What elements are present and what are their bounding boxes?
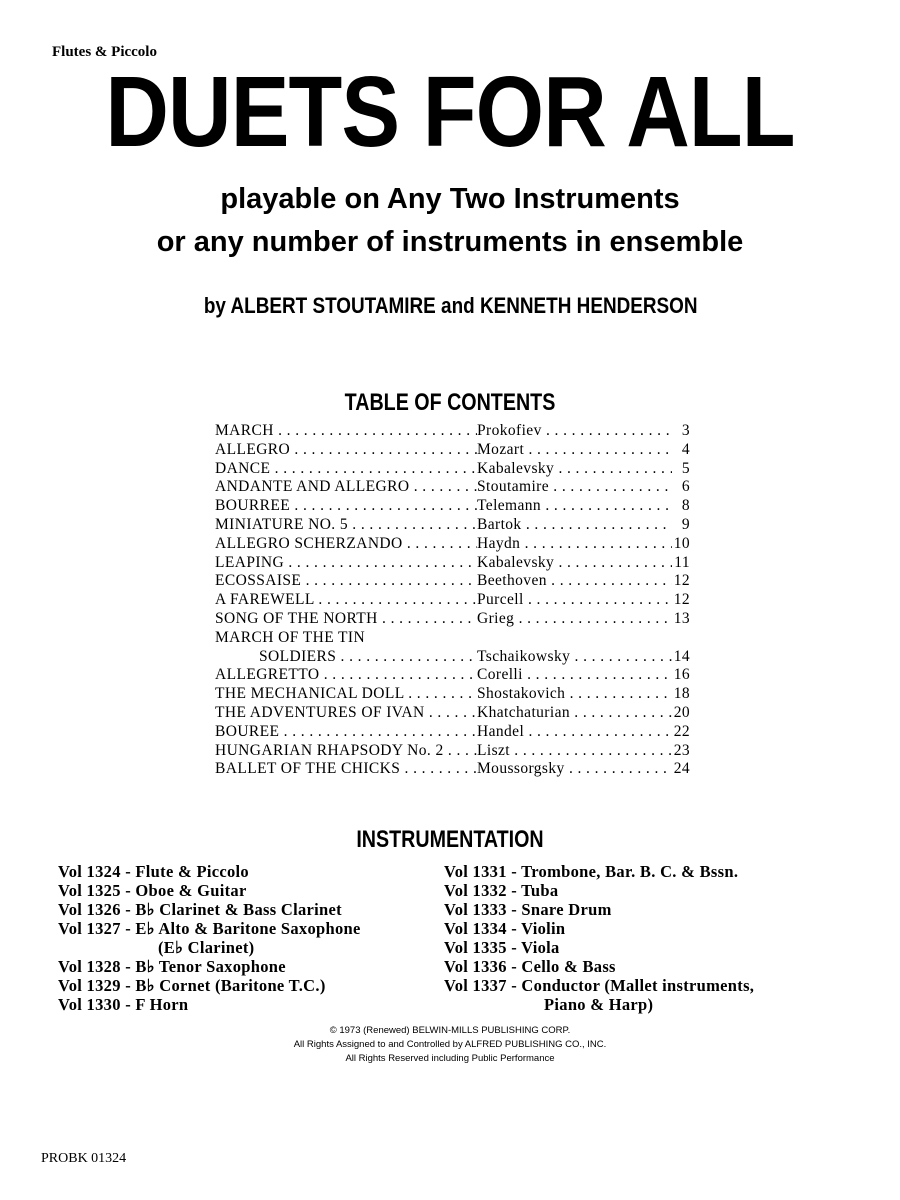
instrument-name: F Horn: [135, 995, 189, 1014]
toc-title-text: HUNGARIAN RHAPSODY No. 2: [215, 741, 444, 759]
toc-composer-text: Shostakovich: [477, 685, 566, 703]
instrument-entry: [444, 938, 754, 957]
instrument-name: B♭ Clarinet & Bass Clarinet: [135, 900, 342, 919]
toc-composer-text: Prokofiev: [477, 422, 542, 439]
toc-entry-composer: [477, 535, 672, 554]
volume-number: Vol 1324: [58, 862, 121, 881]
volume-number: Vol 1334: [444, 919, 507, 938]
toc-entry-page: 11: [674, 553, 690, 571]
toc-entry-page: 3: [681, 422, 690, 439]
toc-entry-title: [215, 591, 477, 610]
separator: -: [120, 900, 136, 919]
copyright-block: [0, 1024, 900, 1066]
toc-entry-composer: [477, 460, 672, 479]
instrument-name: Trombone, Bar. B. C. & Bssn.: [521, 862, 739, 881]
instrument-name-continued: (E♭ Clarinet): [158, 938, 255, 957]
toc-entry-composer: [477, 723, 672, 742]
toc-composer-text: Kabalevsky: [477, 553, 555, 571]
toc-entry-page: 12: [673, 591, 690, 609]
separator: -: [506, 900, 522, 919]
toc-title-text: MARCH OF THE TIN: [215, 628, 366, 646]
separator: -: [120, 919, 136, 938]
separator: -: [506, 919, 522, 938]
toc-title-text: ALLEGRO SCHERZANDO: [215, 534, 403, 552]
toc-title-text: SOLDIERS: [259, 647, 337, 665]
volume-number: Vol 1326: [58, 900, 121, 919]
toc-title-text: A FAREWELL: [215, 591, 315, 609]
toc-title-text: ALLEGRETTO: [215, 666, 320, 684]
instrument-entry: [444, 919, 754, 938]
toc-composer-text: Khatchaturian: [477, 703, 570, 721]
volume-number: Vol 1333: [444, 900, 507, 919]
toc-entry: [215, 685, 690, 704]
toc-composer-text: Haydn: [477, 534, 521, 552]
instrument-entry: [444, 862, 754, 881]
toc-entry-page: 8: [681, 497, 690, 515]
toc-entry-composer: [477, 648, 672, 667]
toc-entry: [215, 478, 690, 497]
copyright-line-1: © 1973 (Renewed) BELWIN-MILLS PUBLISHING CORP.: [329, 1025, 571, 1036]
toc-composer-text: Corelli: [477, 666, 523, 684]
byline: by ALBERT STOUTAMIRE and KENNETH HENDERSON: [203, 293, 698, 318]
volume-number: Vol 1329: [58, 976, 121, 995]
volume-number: Vol 1330: [58, 995, 121, 1014]
toc-entry: [215, 648, 690, 667]
instrument-entry: [58, 881, 361, 900]
instrument-name-continued: Piano & Harp): [544, 995, 654, 1014]
toc-entry: [215, 666, 690, 685]
toc-composer-text: Stoutamire: [477, 478, 550, 496]
separator: -: [120, 862, 136, 881]
separator: -: [120, 957, 136, 976]
toc-title-text: THE MECHANICAL DOLL: [215, 685, 404, 703]
toc-composer-text: Purcell: [477, 591, 524, 609]
toc-entry-composer: [477, 441, 672, 460]
toc-entry: [215, 572, 690, 591]
toc-entry: [215, 497, 690, 516]
table-of-contents: [215, 422, 690, 779]
toc-entry-composer: [477, 704, 672, 723]
separator: -: [506, 862, 522, 881]
toc-entry: [215, 704, 690, 723]
volume-number: Vol 1328: [58, 957, 121, 976]
toc-entry-page: 6: [681, 478, 690, 496]
toc-entry-title: [215, 742, 477, 761]
toc-entry-title: [215, 685, 477, 704]
toc-entry-composer: [477, 760, 672, 779]
volume-number: Vol 1335: [444, 938, 507, 957]
instrument-entry: [444, 957, 754, 976]
volume-number: Vol 1337: [444, 976, 507, 995]
toc-composer-text: Grieg: [477, 609, 515, 627]
instrument-name: Violin: [521, 919, 566, 938]
instrument-entry: [58, 957, 361, 976]
toc-entry-title: [215, 723, 477, 742]
toc-composer-text: Tschaikowsky: [477, 647, 571, 665]
toc-entry: [215, 629, 690, 648]
instrument-name: Oboe & Guitar: [135, 881, 247, 900]
toc-entry-page: 22: [673, 722, 690, 740]
toc-title-text: LEAPING: [215, 553, 285, 571]
separator: -: [120, 881, 136, 900]
toc-entry-title: [215, 497, 477, 516]
toc-entry-composer: [477, 554, 672, 573]
separator: -: [506, 957, 522, 976]
product-code: PROBK 01324: [41, 1151, 127, 1166]
toc-entry-composer: [477, 497, 672, 516]
toc-entry: [215, 723, 690, 742]
toc-entry: [215, 516, 690, 535]
instrument-name: Snare Drum: [521, 900, 612, 919]
instrumentation-heading: INSTRUMENTATION: [356, 826, 544, 853]
volume-number: Vol 1336: [444, 957, 507, 976]
toc-entry-page: 20: [673, 703, 690, 721]
edition-label: Flutes & Piccolo: [52, 44, 157, 60]
toc-entry-title: [215, 760, 477, 779]
toc-heading: TABLE OF CONTENTS: [344, 389, 556, 416]
volume-number: Vol 1325: [58, 881, 121, 900]
toc-entry-page: 9: [681, 515, 690, 533]
instrument-entry: [444, 995, 754, 1014]
toc-title-text: BOUREE: [215, 722, 280, 740]
instrument-entry: [58, 919, 361, 938]
volume-number: Vol 1332: [444, 881, 507, 900]
toc-entry-composer: [477, 572, 672, 591]
toc-entry-page: 23: [673, 741, 690, 759]
toc-entry-page: 5: [681, 459, 690, 477]
toc-entry: [215, 760, 690, 779]
toc-composer-text: Handel: [477, 722, 525, 740]
toc-title-text: MINIATURE NO. 5: [215, 515, 349, 533]
toc-entry: [215, 742, 690, 761]
instrument-entry: [58, 976, 361, 995]
toc-title-text: BALLET OF THE CHICKS: [215, 760, 401, 778]
instrument-name: B♭ Tenor Saxophone: [135, 957, 286, 976]
instrumentation-left-column: [58, 862, 361, 1014]
instrument-name: Tuba: [521, 881, 559, 900]
toc-entry-title: [215, 704, 477, 723]
toc-entry-title: [215, 422, 477, 441]
instrument-entry: [58, 862, 361, 881]
separator: -: [120, 995, 136, 1014]
separator: -: [506, 938, 522, 957]
toc-entry-composer: [477, 478, 672, 497]
toc-title-text: ANDANTE AND ALLEGRO: [215, 478, 410, 496]
toc-entry-page: 16: [673, 666, 690, 684]
toc-title-text: ECOSSAISE: [215, 572, 302, 590]
toc-composer-text: Beethoven: [477, 572, 547, 590]
toc-entry-composer: [477, 742, 672, 761]
toc-title-text: DANCE: [215, 459, 271, 477]
toc-entry-title: [215, 666, 477, 685]
toc-entry-page: 12: [673, 572, 690, 590]
subtitle-line-1: playable on Any Two Instruments: [220, 183, 680, 215]
toc-title-text: SONG OF THE NORTH: [215, 609, 378, 627]
toc-entry-composer: [477, 591, 672, 610]
toc-composer-text: Bartok: [477, 515, 522, 533]
instrument-name: Cello & Bass: [521, 957, 616, 976]
toc-entry-composer: [477, 666, 672, 685]
toc-entry: [215, 441, 690, 460]
toc-entry-title: [215, 554, 477, 573]
subtitle-line-2: or any number of instruments in ensemble: [156, 226, 744, 258]
toc-title-text: ALLEGRO: [215, 440, 291, 458]
separator: -: [120, 976, 136, 995]
instrument-name: B♭ Cornet (Baritone T.C.): [135, 976, 326, 995]
instrument-entry: [58, 995, 361, 1014]
toc-entry-title: [259, 648, 477, 667]
instrument-entry: [58, 938, 361, 957]
toc-title-text: MARCH: [215, 422, 274, 439]
toc-entry: [215, 610, 690, 629]
toc-entry-title: [215, 478, 477, 497]
toc-entry: [215, 591, 690, 610]
toc-entry-composer: [477, 516, 672, 535]
toc-entry: [215, 554, 690, 573]
toc-entry-composer: [477, 685, 672, 704]
toc-composer-text: Liszt: [477, 741, 510, 759]
toc-entry-page: 18: [673, 685, 690, 703]
copyright-line-3: All Rights Reserved including Public Performance: [345, 1053, 555, 1064]
toc-entry-composer: [477, 422, 672, 441]
separator: -: [506, 976, 522, 995]
instrumentation-right-column: [444, 862, 754, 1014]
instrument-name: Viola: [521, 938, 560, 957]
instrument-name: E♭ Alto & Baritone Saxophone: [135, 919, 361, 938]
toc-entry: [215, 535, 690, 554]
volume-number: Vol 1327: [58, 919, 121, 938]
toc-entry-title: [215, 610, 477, 629]
page-title: DUETS FOR ALL: [105, 56, 795, 168]
toc-composer-text: Kabalevsky: [477, 459, 555, 477]
toc-entry-title: [215, 441, 477, 460]
instrument-entry: [444, 881, 754, 900]
separator: -: [506, 881, 522, 900]
toc-entry-title: [215, 516, 477, 535]
toc-title-text: BOURREE: [215, 497, 291, 515]
toc-entry-composer: [477, 610, 672, 629]
toc-entry: [215, 422, 690, 441]
toc-entry-title: [215, 572, 477, 591]
toc-entry-page: 24: [673, 760, 690, 778]
toc-entry-page: 14: [673, 647, 690, 665]
copyright-line-2: All Rights Assigned to and Controlled by ALFRED PUBLISHING CO., INC.: [293, 1039, 607, 1050]
volume-number: Vol 1331: [444, 862, 507, 881]
toc-entry-page: 10: [673, 534, 690, 552]
toc-composer-text: Mozart: [477, 440, 525, 458]
toc-entry: [215, 460, 690, 479]
toc-composer-text: Telemann: [477, 497, 542, 515]
toc-entry-title: [215, 629, 477, 648]
instrument-entry: [58, 900, 361, 919]
instrument-entry: [444, 976, 754, 995]
instrument-name: Flute & Piccolo: [135, 862, 249, 881]
toc-entry-title: [215, 535, 477, 554]
instrument-name: Conductor (Mallet instruments,: [521, 976, 755, 995]
toc-entry-page: 13: [673, 609, 690, 627]
toc-entry-title: [215, 460, 477, 479]
toc-title-text: THE ADVENTURES OF IVAN: [215, 703, 425, 721]
toc-composer-text: Moussorgsky: [477, 760, 565, 778]
instrument-entry: [444, 900, 754, 919]
toc-entry-page: 4: [681, 440, 690, 458]
